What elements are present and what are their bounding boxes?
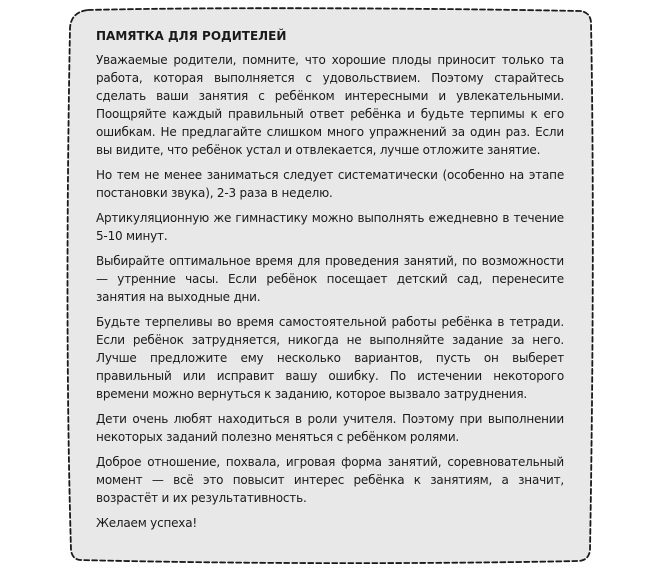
memo-content <box>96 27 564 532</box>
memo-title: ПАМЯТКА ДЛЯ РОДИТЕЛЕЙ <box>96 29 287 43</box>
memo-paragraph-encouragement: Доброе отношение, похвала, игровая форма занятий, соревновательный момент — всё это повысит интерес ребёнка к занятиям, а значит, возрастёт и их результативность. <box>96 455 564 505</box>
memo-paragraph-timing: Выбирайте оптимальное время для проведения занятий, по возможности — утренние часы. Если ребёнок посещает детский сад, перенесите занятия на выходные дни. <box>96 254 564 304</box>
memo-paragraph-patience: Будьте терпеливы во время самостоятельной работы ребёнка в тетради. Если ребёнок затрудняется, никогда не выполняйте задание за него. Лучше предложите ему несколько вариантов, пусть он выберет правильный или исправит вашу ошибку. По истечении некоторого времени можно вернуться к заданию, которое вызвало затруднения. <box>96 315 564 401</box>
memo-paragraph-schedule: Но тем не менее заниматься следует систематически (особенно на этапе постановки звука), 2-3 раза в неделю. <box>96 168 564 200</box>
memo-paragraph-roles: Дети очень любят находиться в роли учителя. Поэтому при выполнении некоторых заданий полезно меняться с ребёнком ролями. <box>96 412 564 444</box>
memo-paragraph-intro: Уважаемые родители, помните, что хорошие плоды приносит только та работа, которая выполняется с удовольствием. Поэтому старайтесь сделать ваши занятия с ребёнком интересными и увлекательными. Поощряйте каждый правильный ответ ребёнка и будьте терпимы к его ошибкам. Не предлагайте слишком много упражнений за один раз. Если вы видите, что ребёнок устал и отвлекается, лучше отложите занятие. <box>96 53 564 157</box>
memo-paragraph-gymnastics: Артикуляционную же гимнастику можно выполнять ежедневно в течение 5-10 минут. <box>96 211 564 243</box>
memo-closing: Желаем успеха! <box>96 516 197 530</box>
